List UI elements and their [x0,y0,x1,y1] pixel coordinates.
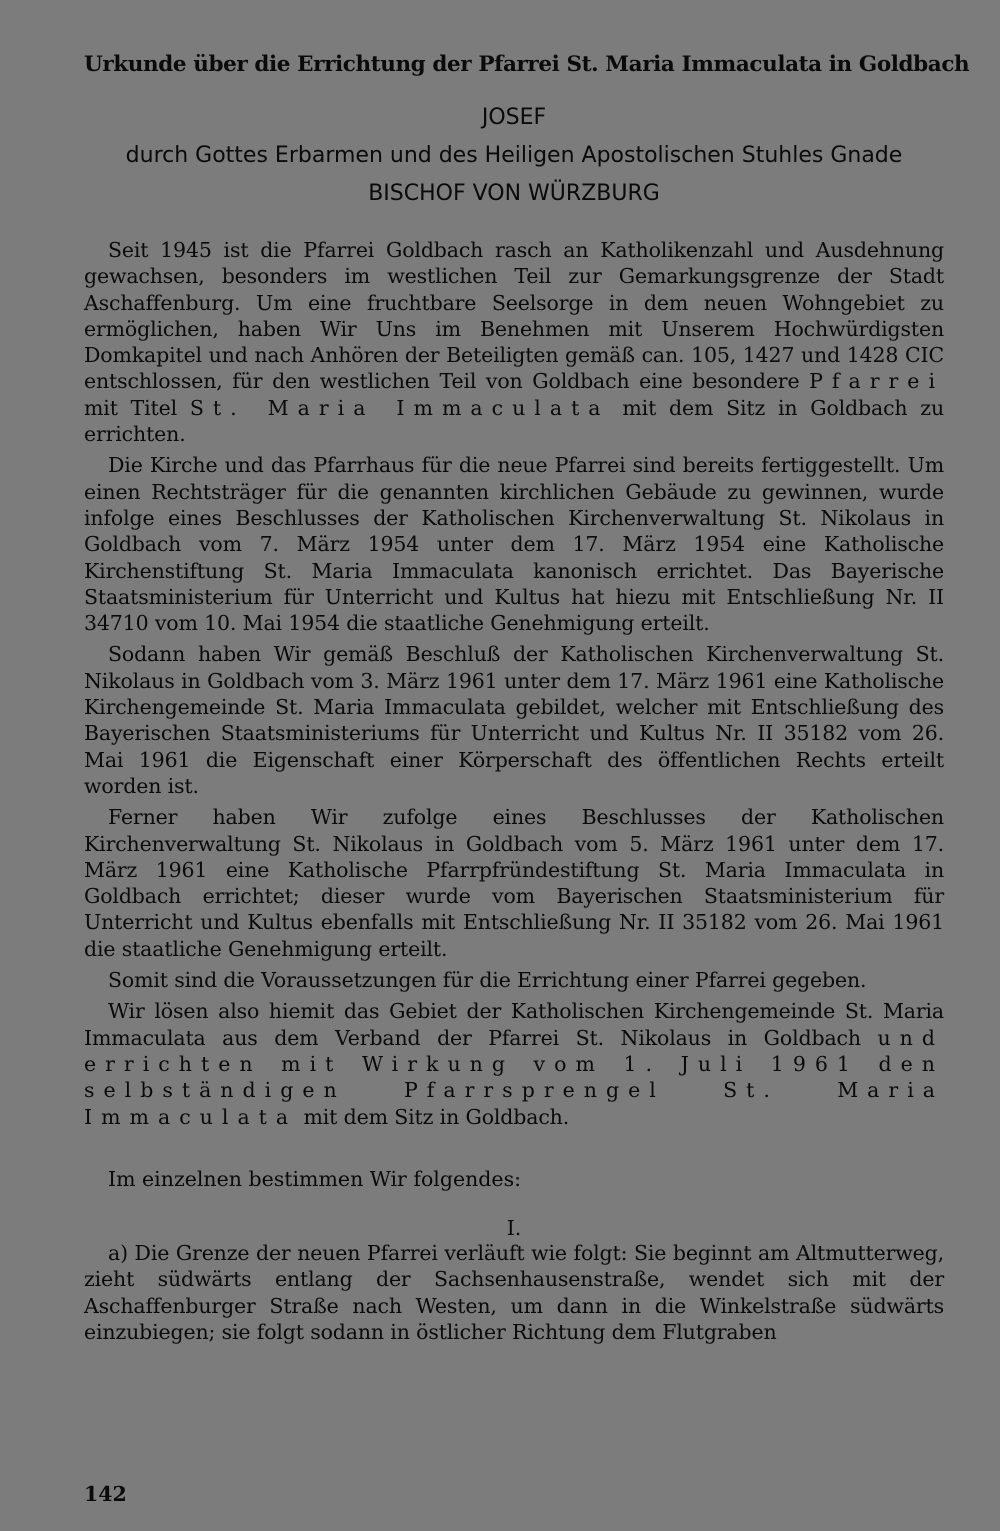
paragraph-1-text-c: mit Titel [84,395,190,420]
paragraph-5: Somit sind die Voraussetzungen für die Errichtung einer Pfarrei gegeben. [108,968,867,993]
paragraph-4: Ferner haben Wir zufolge eines Beschlusses der Katholischen Kirchenverwaltung St. Nikolaus in Goldbach vom 5. März 1961 unter dem 17. März 1961 eine Katholische Pfarrpfründestiftung St. Maria Immaculata in Goldbach errichtet; dieser wurde vom Bayerischen Staatsministerium für Unterricht und Kultus ebenfalls mit Entschließung Nr. II 35182 vom 26. Mai 1961 die staatliche Genehmigung erteilt. [84,805,944,961]
paragraph-6-text-c: mit dem Sitz in Goldbach. [297,1104,570,1129]
paragraph-6-text-a: Wir lösen also hiemit das Gebiet der Katholischen Kirchengemeinde St. Maria Immaculata aus dem Verband der Pfarrei St. Nikolaus in Goldbach [84,999,944,1050]
document-page [84,52,970,1350]
paragraph-a: a) Die Grenze der neuen Pfarrei verläuft wie folgt: Sie beginnt am Altmutterweg, zieht südwärts entlang der Sachsenhausenstraße, wendet sich mit der Aschaffenburger Straße nach Westen, um dann in die Winkelstraße südwärts einzubiegen; sie folgt sodann in östlicher Richtung dem Flutgraben [84,1241,944,1344]
heading-office: BISCHOF VON WÜRZBURG [368,181,660,206]
spaced-phrase-errichten: und errichten mit Wirkung vom 1. Juli 1961 den selbständigen Pfarrsprengel St. Maria Immaculata [84,1025,944,1129]
paragraph-3: Sodann haben Wir gemäß Beschluß der Katholischen Kirchenverwaltung St. Nikolaus in Goldbach vom 3. März 1961 unter dem 17. März 1961 eine Katholische Kirchengemeinde St. Maria Immaculata gebildet, welcher mit Entschließung des Bayerischen Staatsministeriums für Unterricht und Kultus Nr. II 35182 vom 26. Mai 1961 die Eigenschaft einer Körperschaft des öffentlichen Rechts erteilt worden ist. [84,642,944,798]
paragraph-1 [84,237,944,447]
document-body [84,237,944,1345]
section-number: I. [506,1216,522,1241]
document-title: Urkunde über die Errichtung der Pfarrei St. Maria Immaculata in Goldbach [84,52,970,77]
intro-line: Im einzelnen bestimmen Wir folgendes: [108,1166,521,1191]
heading-name: JOSEF [481,105,547,130]
spaced-word-pfarrei: Pfarrei [809,369,944,394]
page-number: 142 [84,1482,127,1506]
paragraph-1-text-e: mit dem Sitz in Goldbach zu errichten. [84,395,944,447]
heading-grace: durch Gottes Erbarmen und des Heiligen Apostolischen Stuhles Gnade [125,143,903,168]
paragraph-6 [84,998,944,1129]
paragraph-1-text-a: Seit 1945 ist die Pfarrei Goldbach rasch an Katholikenzahl und Ausdehnung gewachsen, besonders im westlichen Teil zur Gemarkungsgrenze der Stadt Aschaffenburg. Um eine fruchtbare Seelsorge in dem neuen Wohngebiet zu ermöglichen, haben Wir Uns im Benehmen mit Unserem Hochwürdigsten Domkapitel und nach Anhören der Beteiligten gemäß can. 105, 1427 und 1428 CIC entschlossen, für den westlichen Teil von Goldbach eine besondere [84,238,944,394]
spaced-word-title: St. Maria Immaculata [189,395,610,420]
paragraph-2: Die Kirche und das Pfarrhaus für die neue Pfarrei sind bereits fertiggestellt. Um einen Rechtsträger für die genannten kirchlichen Gebäude zu gewinnen, wurde infolge eines Beschlusses der Katholischen Kirchenverwaltung St. Nikolaus in Goldbach vom 7. März 1954 unter dem 17. März 1954 eine Katholische Kirchenstiftung St. Maria Immaculata kanonisch errichtet. Das Bayerische Staatsministerium für Unterricht und Kultus hat hiezu mit Entschließung Nr. II 34710 vom 10. Mai 1954 die staatliche Genehmigung erteilt. [84,453,944,636]
